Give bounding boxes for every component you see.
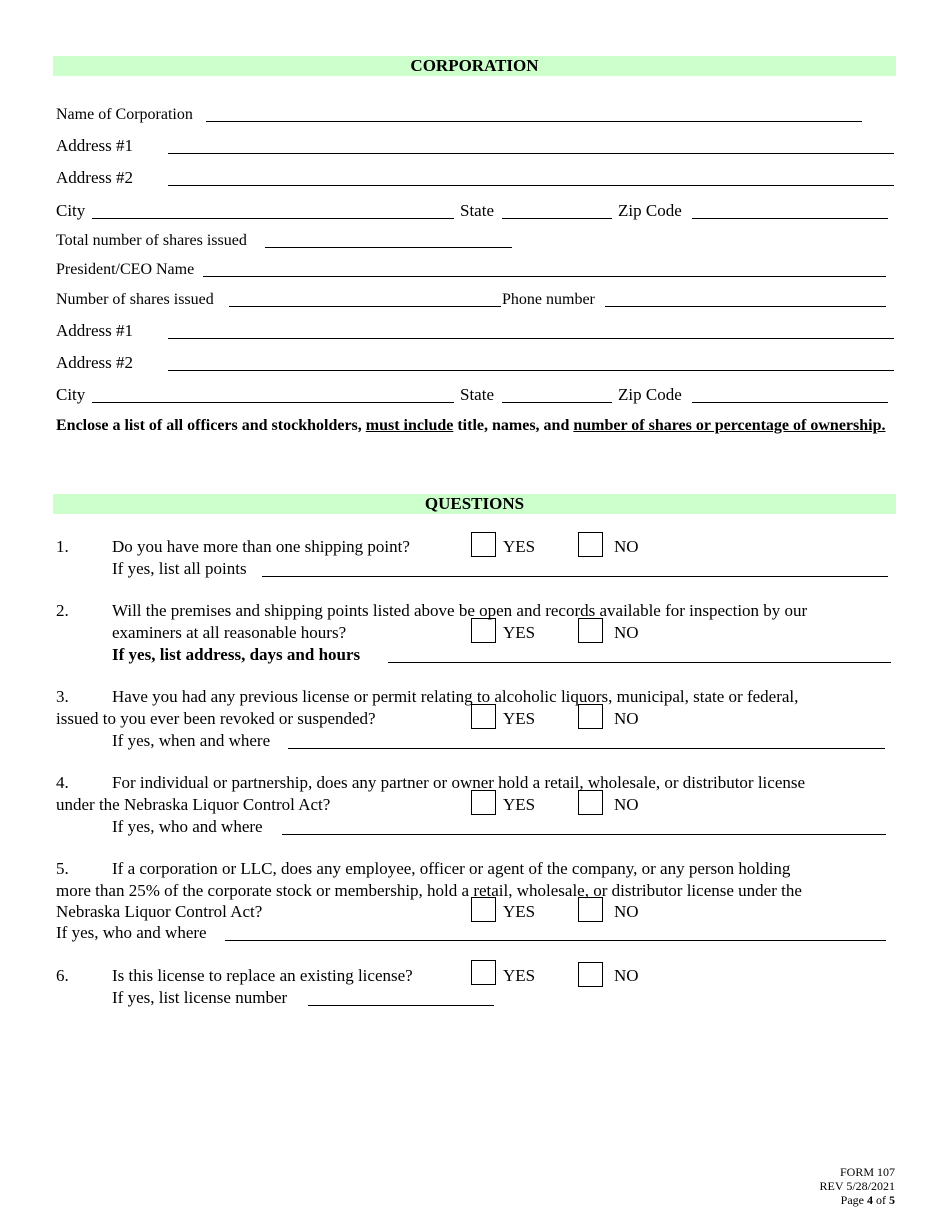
q2-yes-checkbox[interactable]	[471, 618, 496, 643]
city-field[interactable]	[92, 218, 454, 219]
page-number: 4	[867, 1193, 873, 1207]
q6-text: Is this license to replace an existing license?	[112, 966, 413, 985]
address2-label: Address #2	[56, 168, 133, 187]
questions-section-title: QUESTIONS	[53, 494, 896, 514]
q1-no-label: NO	[614, 537, 639, 556]
q6-number: 6.	[56, 966, 69, 985]
officer-city-label: City	[56, 385, 86, 404]
q4-text-line2: under the Nebraska Liquor Control Act?	[56, 795, 331, 814]
officer-zip-label: Zip Code	[618, 385, 682, 404]
q2-text-line2: examiners at all reasonable hours?	[112, 623, 347, 642]
page-mid: of	[873, 1193, 889, 1207]
enclose-text-c: title, names, and	[453, 417, 574, 434]
q3-yes-label: YES	[503, 709, 536, 728]
q6-no-checkbox[interactable]	[578, 962, 603, 987]
total-shares-label: Total number of shares issued	[56, 232, 247, 249]
q4-follow-field[interactable]	[282, 834, 886, 835]
q5-text-line1: If a corporation or LLC, does any employee, officer or agent of the company, or any person holding	[112, 859, 791, 878]
address2-field[interactable]	[168, 185, 894, 186]
enclose-instructions	[56, 416, 894, 436]
q4-yes-label: YES	[503, 795, 536, 814]
zip-label: Zip Code	[618, 201, 682, 220]
q2-text-line1: Will the premises and shipping points listed above be open and records available for inspection by our	[112, 601, 808, 620]
enclose-text-must-include: must include	[365, 417, 454, 434]
q5-yes-label: YES	[503, 902, 536, 921]
form-number: FORM 107	[839, 1165, 895, 1179]
officer-address2-field[interactable]	[168, 370, 894, 371]
officer-city-field[interactable]	[92, 402, 454, 403]
q3-number: 3.	[56, 687, 69, 706]
city-label: City	[56, 201, 86, 220]
q2-no-label: NO	[614, 623, 639, 642]
officer-address1-label: Address #1	[56, 321, 133, 340]
officer-address1-field[interactable]	[168, 338, 894, 339]
page-total: 5	[889, 1193, 895, 1207]
q1-number: 1.	[56, 537, 69, 556]
q2-follow-label: If yes, list address, days and hours	[112, 645, 361, 664]
q6-yes-label: YES	[503, 966, 536, 985]
enclose-text-shares: number of shares or percentage of ownership.	[573, 417, 886, 434]
officer-zip-field[interactable]	[692, 402, 888, 403]
state-label: State	[460, 201, 494, 220]
q4-yes-checkbox[interactable]	[471, 790, 496, 815]
q5-follow-field[interactable]	[225, 940, 886, 941]
zip-field[interactable]	[692, 218, 888, 219]
q3-text-line1: Have you had any previous license or permit relating to alcoholic liquors, municipal, state or federal,	[112, 687, 799, 706]
q4-no-label: NO	[614, 795, 639, 814]
q2-number: 2.	[56, 601, 69, 620]
page-prefix: Page	[840, 1193, 867, 1207]
q3-no-checkbox[interactable]	[578, 704, 603, 729]
q4-no-checkbox[interactable]	[578, 790, 603, 815]
officer-state-field[interactable]	[502, 402, 612, 403]
q1-follow-label: If yes, list all points	[112, 559, 247, 578]
name-of-corporation-field[interactable]	[206, 121, 862, 122]
q6-yes-checkbox[interactable]	[471, 960, 496, 985]
q1-follow-field[interactable]	[262, 576, 888, 577]
total-shares-field[interactable]	[265, 247, 512, 248]
name-of-corporation-label: Name of Corporation	[56, 106, 193, 123]
officer-address2-label: Address #2	[56, 353, 133, 372]
q2-yes-label: YES	[503, 623, 536, 642]
q4-follow-label: If yes, who and where	[112, 817, 263, 836]
officer-state-label: State	[460, 385, 494, 404]
phone-label: Phone number	[502, 291, 595, 308]
q1-yes-label: YES	[503, 537, 536, 556]
q3-yes-checkbox[interactable]	[471, 704, 496, 729]
q5-no-label: NO	[614, 902, 639, 921]
q5-follow-label: If yes, who and where	[56, 923, 207, 942]
enclose-text-a: Enclose a list of all officers and stockholders,	[56, 417, 366, 434]
form-footer	[820, 1165, 895, 1207]
q5-number: 5.	[56, 859, 69, 878]
address1-label: Address #1	[56, 136, 133, 155]
address1-field[interactable]	[168, 153, 894, 154]
q2-no-checkbox[interactable]	[578, 618, 603, 643]
q3-follow-label: If yes, when and where	[112, 731, 271, 750]
q3-text-line2: issued to you ever been revoked or suspended?	[56, 709, 376, 728]
q6-follow-label: If yes, list license number	[112, 988, 288, 1007]
q4-number: 4.	[56, 773, 69, 792]
q5-no-checkbox[interactable]	[578, 897, 603, 922]
q3-follow-field[interactable]	[288, 748, 885, 749]
shares-issued-field[interactable]	[229, 306, 501, 307]
corporation-section-title: CORPORATION	[53, 56, 896, 76]
q1-yes-checkbox[interactable]	[471, 532, 496, 557]
q4-text-line1: For individual or partnership, does any partner or owner hold a retail, wholesale, or distributor license	[112, 773, 806, 792]
phone-field[interactable]	[605, 306, 886, 307]
president-field[interactable]	[203, 276, 886, 277]
shares-issued-label: Number of shares issued	[56, 291, 214, 308]
q1-text: Do you have more than one shipping point?	[112, 537, 410, 556]
q3-no-label: NO	[614, 709, 639, 728]
q5-text-line2: more than 25% of the corporate stock or membership, hold a retail, wholesale, or distributor license under the	[56, 881, 802, 900]
president-label: President/CEO Name	[56, 261, 195, 278]
q5-yes-checkbox[interactable]	[471, 897, 496, 922]
q2-follow-field[interactable]	[388, 662, 891, 663]
q5-text-line3: Nebraska Liquor Control Act?	[56, 902, 263, 921]
q6-follow-field[interactable]	[308, 1005, 494, 1006]
form-revision: REV 5/28/2021	[819, 1179, 895, 1193]
page-indicator	[820, 1193, 895, 1207]
state-field[interactable]	[502, 218, 612, 219]
q6-no-label: NO	[614, 966, 639, 985]
q1-no-checkbox[interactable]	[578, 532, 603, 557]
